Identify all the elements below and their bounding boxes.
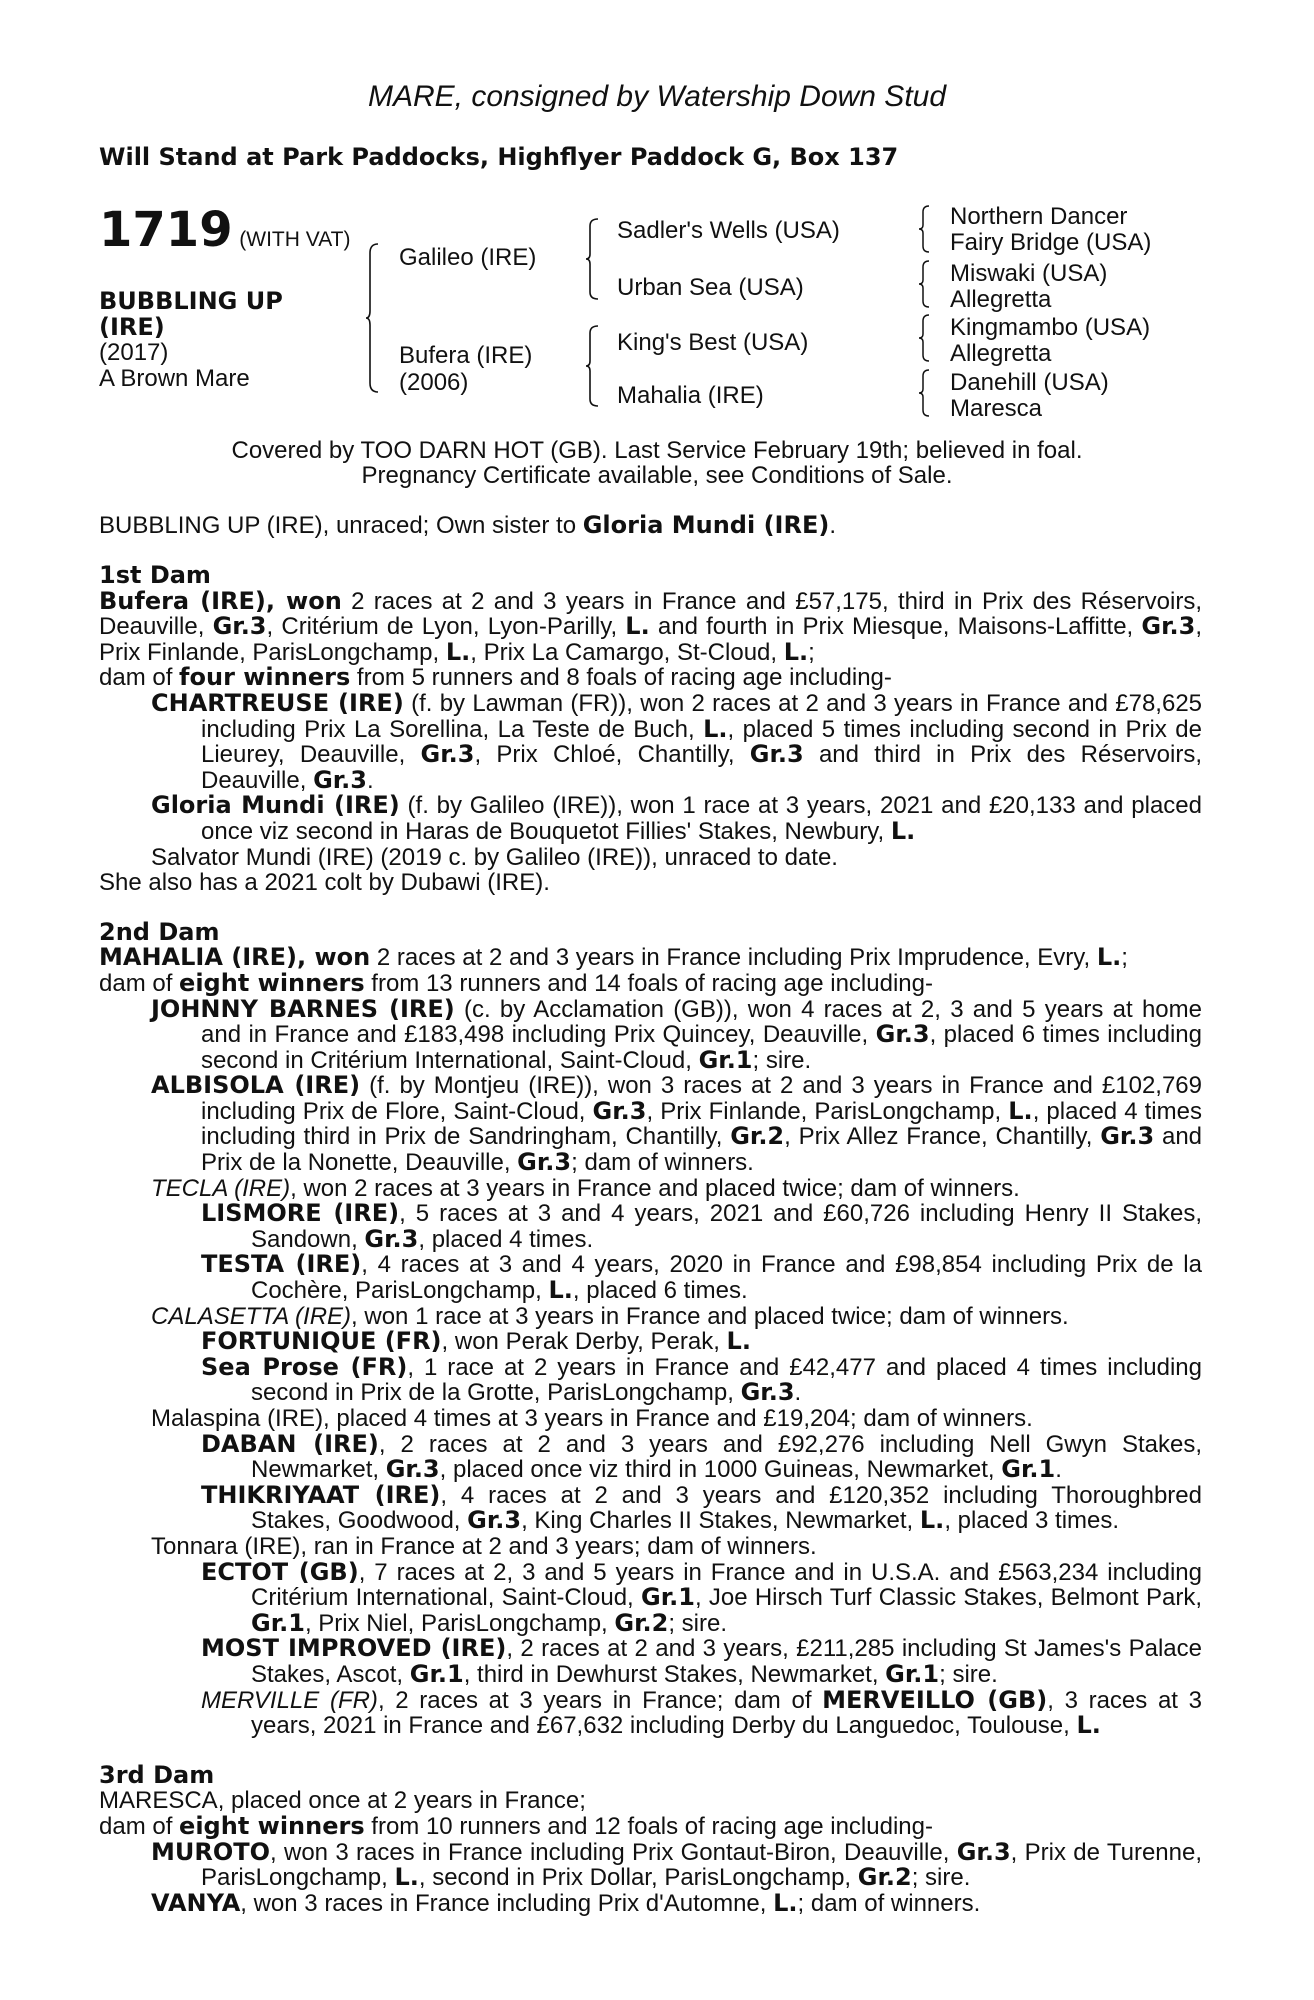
horse-details bbox=[99, 288, 283, 392]
list-item: JOHNNY BARNES (IRE) (c. by Acclamation (GB)), won 4 races at 2, 3 and 5 years at home and in France and £183,498 including Prix Quincey, Deauville, Gr.3, placed 6 times including second in Critérium International, Saint-Cloud, Gr.1; sire. bbox=[151, 994, 1203, 1074]
list-item: THIKRIYAAT (IRE), 4 races at 2 and 3 years and £120,352 including Thoroughbred Stakes, Goodwood, Gr.3, King Charles II Stakes, Newmarket, L., placed 3 times. bbox=[201, 1480, 1202, 1535]
second-dam-heading: 2nd Dam bbox=[99, 917, 220, 946]
list-item: ECTOT (GB), 7 races at 2, 3 and 5 years in France and in U.S.A. and £563,234 including Critérium International, Saint-Cloud, Gr.1, Joe Hirsch Turf Classic Stakes, Belmont Park, Gr.1, Prix Niel, ParisLongchamp, Gr.2; sire. bbox=[201, 1557, 1203, 1637]
lot-number: 1719 bbox=[99, 202, 233, 258]
pedigree-dam-dam: Mahalia (IRE) bbox=[617, 382, 764, 409]
list-item: Gloria Mundi (IRE) (f. by Galileo (IRE)), won 1 race at 3 years, 2021 and £20,133 and placed once viz second in Haras de Bouquetot Fillies' Stakes, Newbury, L. bbox=[151, 791, 1202, 845]
pedigree-gen3-4: Allegretta bbox=[950, 286, 1052, 313]
pedigree-brace-g1 bbox=[919, 205, 931, 253]
list-item: MOST IMPROVED (IRE), 2 races at 2 and 3 years, £211,285 including St James's Palace Stakes, Ascot, Gr.1, third in Dewhurst Stakes, Newmarket, Gr.1; sire. bbox=[201, 1634, 1202, 1688]
list-item: TECLA (IRE), won 2 races at 3 years in France and placed twice; dam of winners. bbox=[151, 1174, 1020, 1202]
first-dam-record: Bufera (IRE), won 2 races at 2 and 3 years in France and £57,175, third in Prix des Réservoirs, Deauville, Gr.3, Critérium de Lyon, Lyon-Parilly, L. and fourth in Prix Miesque, Maisons-Laffitte, Gr.3, Prix Finlande, ParisLongchamp, L., Prix La Camargo, St-Cloud, L.; bbox=[99, 586, 1203, 666]
list-item: ALBISOLA (IRE) (f. by Montjeu (IRE)), won 3 races at 2 and 3 years in France and £102,769 including Prix de Flore, Saint-Cloud, Gr.3, Prix Finlande, ParisLongchamp, L., placed 4 times including third in Prix de Sandringham, Chantilly, Gr.2, Prix Allez France, Chantilly, Gr.3 and Prix de la Nonette, Deauville, Gr.3; dam of winners. bbox=[151, 1071, 1203, 1177]
pedigree-brace-sire bbox=[586, 218, 600, 300]
lot-vat: (WITH VAT) bbox=[239, 228, 351, 251]
list-item: TESTA (IRE), 4 races at 3 and 4 years, 2020 in France and £98,854 including Prix de la Cochère, ParisLongchamp, L., placed 6 times. bbox=[201, 1250, 1202, 1305]
list-item: Tonnara (IRE), ran in France at 2 and 3 years; dam of winners. bbox=[151, 1532, 817, 1560]
pedigree-brace-g4 bbox=[919, 369, 931, 417]
third-dam-produce: dam of eight winners from 10 runners and 12 foals of racing age including- bbox=[99, 1811, 933, 1840]
list-item: Sea Prose (FR), 1 race at 2 years in France and £42,477 and placed 4 times including second in Prix de la Grotte, ParisLongchamp, Gr.3. bbox=[201, 1352, 1202, 1407]
pedigree-dam: Bufera (IRE) bbox=[399, 342, 533, 369]
certificate-text: Pregnancy Certificate available, see Conditions of Sale. bbox=[361, 462, 953, 489]
list-item: CALASETTA (IRE), won 1 race at 3 years in France and placed twice; dam of winners. bbox=[151, 1302, 1069, 1330]
list-item: Malaspina (IRE), placed 4 times at 3 years in France and £19,204; dam of winners. bbox=[151, 1405, 1033, 1432]
covered-notes bbox=[0, 438, 1314, 488]
third-dam-record: MARESCA, placed once at 2 years in France; bbox=[99, 1787, 586, 1815]
third-dam-heading: 3rd Dam bbox=[99, 1760, 215, 1789]
catalogue-body bbox=[99, 563, 1202, 1916]
horse-name-line2: (IRE) bbox=[99, 313, 165, 341]
pedigree-gen3-5: Kingmambo (USA) bbox=[950, 314, 1151, 341]
pedigree-sire-dam: Urban Sea (USA) bbox=[617, 274, 804, 301]
pedigree-gen3-7: Danehill (USA) bbox=[950, 369, 1109, 396]
horse-description: A Brown Mare bbox=[99, 365, 250, 392]
covered-text: Covered by TOO DARN HOT (GB). Last Service February 19th; believed in foal. bbox=[231, 437, 1083, 464]
stand-info: Will Stand at Park Paddocks, Highflyer Paddock G, Box 137 bbox=[99, 143, 899, 171]
pedigree-sire: Galileo (IRE) bbox=[399, 244, 537, 271]
pedigree-brace-dam bbox=[586, 325, 600, 407]
pedigree-gen3-2: Fairy Bridge (USA) bbox=[950, 229, 1152, 256]
list-item: DABAN (IRE), 2 races at 2 and 3 years and £92,276 including Nell Gwyn Stakes, Newmarket, Gr.3, placed once viz third in 1000 Guineas, Newmarket, Gr.1. bbox=[201, 1429, 1202, 1484]
second-dam-produce: dam of eight winners from 13 runners and 14 foals of racing age including- bbox=[99, 968, 933, 997]
pedigree-brace-main bbox=[366, 243, 380, 393]
summary-sister: Gloria Mundi (IRE) bbox=[582, 511, 830, 539]
first-dam-also: She also has a 2021 colt by Dubawi (IRE). bbox=[99, 869, 550, 897]
pedigree-gen3-8: Maresca bbox=[950, 395, 1043, 422]
pedigree-sire-sire: Sadler's Wells (USA) bbox=[617, 217, 840, 244]
list-item: MERVILLE (FR), 2 races at 3 years in France; dam of MERVEILLO (GB), 3 races at 3 years, 2021 in France and £67,632 including Derby du Languedoc, Toulouse, L. bbox=[201, 1685, 1202, 1740]
first-dam-produce: dam of four winners from 5 runners and 8 foals of racing age including- bbox=[99, 663, 892, 692]
horse-name-line1: BUBBLING UP bbox=[99, 287, 283, 315]
lot-number-line bbox=[99, 202, 351, 258]
list-item: MUROTO, won 3 races in France including Prix Gontaut-Biron, Deauville, Gr.3, Prix de Turenne, ParisLongchamp, L., second in Prix Dollar, ParisLongchamp, Gr.2; sire. bbox=[151, 1837, 1202, 1892]
list-item: FORTUNIQUE (FR), won Perak Derby, Perak, L. bbox=[201, 1327, 751, 1356]
list-item: Salvator Mundi (IRE) (2019 c. by Galileo (IRE)), unraced to date. bbox=[151, 843, 838, 871]
pedigree-brace-g2 bbox=[919, 260, 931, 308]
pedigree-gen3-6: Allegretta bbox=[950, 340, 1052, 367]
list-item: LISMORE (IRE), 5 races at 3 and 4 years, 2021 and £60,726 including Henry II Stakes, Sandown, Gr.3, placed 4 times. bbox=[201, 1199, 1203, 1253]
pedigree-dam-sire: King's Best (USA) bbox=[617, 329, 809, 356]
second-dam-record: MAHALIA (IRE), won 2 races at 2 and 3 years in France including Prix Imprudence, Evry, L.; bbox=[99, 943, 1128, 972]
pedigree-dam-year: (2006) bbox=[399, 369, 469, 396]
first-dam-heading: 1st Dam bbox=[99, 561, 211, 589]
horse-year: (2017) bbox=[99, 339, 169, 366]
pedigree-gen3-1: Northern Dancer bbox=[950, 203, 1128, 230]
consignment-header: MARE, consigned by Watership Down Stud bbox=[367, 80, 947, 113]
pedigree-brace-g3 bbox=[919, 314, 931, 362]
list-item: VANYA, won 3 races in France including Prix d'Automne, L.; dam of winners. bbox=[151, 1888, 981, 1917]
pedigree-gen3-3: Miswaki (USA) bbox=[950, 260, 1108, 287]
list-item: CHARTREUSE (IRE) (f. by Lawman (FR)), won 2 races at 2 and 3 years in France and £78,625 including Prix La Sorellina, La Teste de Buch, L., placed 5 times including second in Prix de Lieurey, Deauville, Gr.3, Prix Chloé, Chantilly, Gr.3 and third in Prix des Réservoirs, Deauville, Gr.3. bbox=[151, 688, 1203, 794]
summary-line: BUBBLING UP (IRE), unraced; Own sister to Gloria Mundi (IRE). bbox=[99, 511, 836, 539]
